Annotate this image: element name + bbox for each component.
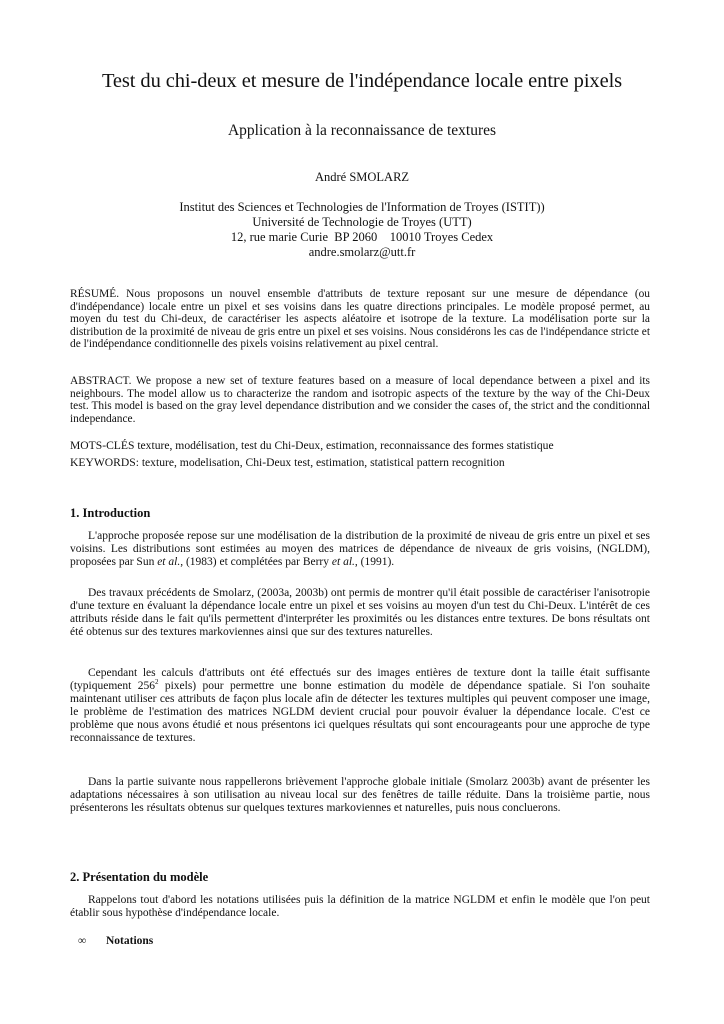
affiliation-line-institute: Institut des Sciences et Technologies de l'Information de Troyes (ISTIT)) <box>179 200 545 214</box>
intro-p1-etal-2: et al. <box>331 555 355 568</box>
author-name: André SMOLARZ <box>314 170 410 184</box>
abstract-block <box>70 375 650 425</box>
affiliation-block <box>0 200 724 260</box>
intro-paragraph-3 <box>70 667 650 744</box>
intro-p1-text-b: , (1983) et complétées par Berry <box>180 555 332 568</box>
mots-cles-line: MOTS-CLÉS texture, modélisation, test du Chi-Deux, estimation, reconnaissance des formes statistique <box>70 439 554 452</box>
model-paragraph-1 <box>70 894 650 920</box>
paper-title: Test du chi-deux et mesure de l'indépendance locale entre pixels <box>101 70 623 92</box>
intro-p1-text-a: L'approche proposée repose sur une modélisation de la distribution de la proximité de niveau de gris entre un pixel et ses voisins. Les distributions sont estimées au moyen des matrices de dépendance de niveaux de gris voisins, (NGLDM), proposées par Sun <box>70 530 650 568</box>
paper-subtitle: Application à la reconnaissance de textures <box>227 122 497 139</box>
keywords-block <box>70 438 650 471</box>
notations-label: Notations <box>106 935 154 947</box>
intro-p1-text-c: , (1991). <box>354 555 395 568</box>
affiliation-line-address: 12, rue marie Curie BP 2060 10010 Troyes Cedex <box>230 230 494 244</box>
section-heading-model: 2. Présentation du modèle <box>70 870 209 884</box>
abstract-text: ABSTRACT. We propose a new set of texture features based on a measure of local dependance between a pixel and its neighbours. The model allow us to characterize the random and isotropic aspects of the texture by the way of the Chi-Deux test. This model is based on the gray level dependance distribution and we consider the cases of, the strict and the conditionnal independance. <box>70 375 650 425</box>
affiliation-line-university: Université de Technologie de Troyes (UTT) <box>252 215 472 229</box>
intro-p4-text: Dans la partie suivante nous rappellerons brièvement l'approche globale initiale (Smolarz 2003b) avant de présenter les adaptations nécessaires à son utilisation au niveau local sur des fenêtres de taille réduite. Dans la troisième partie, nous présenterons les résultats obtenus sur quelques textures markoviennes et naturelles, puis nous concluerons. <box>70 776 650 814</box>
resume-block <box>70 288 650 351</box>
intro-paragraph-2 <box>70 587 650 639</box>
section-heading-introduction: 1. Introduction <box>70 506 151 520</box>
intro-p2-text: Des travaux précédents de Smolarz, (2003a, 2003b) ont permis de montrer qu'il était possible de caractériser l'anisotropie d'une texture en évaluant la dépendance locale entre un pixel et ses voisins au moyen d'un test du Chi-Deux. L'intérêt de ces attributs réside dans le fait qu'ils permettent d'interpréter les proximités ou les distances entre textures. De bons résultats ont été obtenus sur des textures markoviennes ainsi que sur des textures naturelles. <box>70 587 650 638</box>
intro-p3-text-a: Cependant les calculs d'attributs ont été effectués sur des images entières de texture dont la taille était suffisante (typiquement 256 <box>70 667 650 692</box>
infinity-bullet-icon: ∞ <box>78 935 87 947</box>
intro-p3-superscript: 2 <box>154 678 159 687</box>
affiliation-line-email: andre.smolarz@utt.fr <box>308 245 416 259</box>
intro-paragraph-1 <box>70 530 650 569</box>
intro-p1-etal-1: et al. <box>157 555 181 568</box>
intro-paragraph-4 <box>70 776 650 815</box>
model-p1-text: Rappelons tout d'abord les notations utilisées puis la définition de la matrice NGLDM et enfin le modèle que l'on peut établir sous hypothèse d'indépendance locale. <box>70 894 650 919</box>
keywords-line: KEYWORDS: texture, modelisation, Chi-Deux test, estimation, statistical pattern recognition <box>70 455 505 469</box>
resume-text: RÉSUMÉ. Nous proposons un nouvel ensemble d'attributs de texture reposant sur une mesure de dépendance (ou d'indépendance) locale entre un pixel et ses voisins dans les quatre directions principales. Le modèle proposé permet, au moyen du test du Chi-deux, de caractériser les aspects aléatoire et isotrope de la texture. La modélisation porte sur la distribution de la proximité de niveau de gris entre un pixel et ses voisins. Nous considérons les cas de l'indépendance stricte et de l'indépendance conditionnelle des pixels voisins relativement au pixel central. <box>70 288 650 351</box>
intro-p3-text-b: pixels) pour permettre une bonne estimation du modèle de dépendance spatiale. Si l'on souhaite maintenant utiliser ces attributs de façon plus locale afin de détecter les textures multiples qui peuvent composer une image, le problème de l'estimation des matrices NGLDM devient crucial pour pouvoir évaluer la dépendance locale. C'est ce problème que nous avons étudié et nous présentons ici quelques résultats qui sont encourageants pour une approche de type reconnaissance de textures. <box>70 679 650 744</box>
notations-bullet <box>78 935 153 947</box>
